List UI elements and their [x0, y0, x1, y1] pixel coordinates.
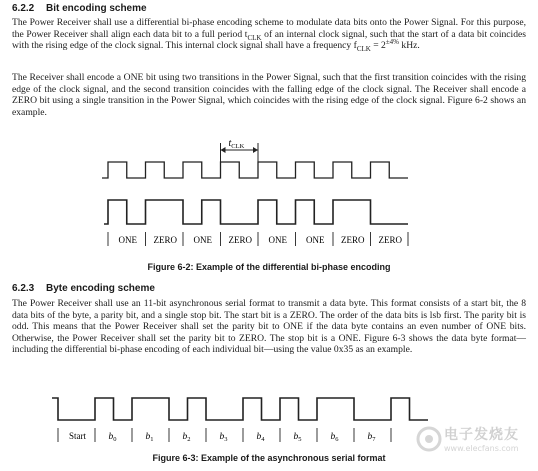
fclk-subscript: CLK [356, 45, 371, 54]
bit-label: $b_4$ [256, 432, 265, 443]
bit-label: $b_3$ [219, 432, 228, 443]
figure-6-2-caption: Figure 6-2: Example of the differential bi-phase encoding [147, 262, 391, 272]
watermark-logo [416, 424, 520, 460]
bit-label: ONE [193, 235, 212, 245]
tclk-subscript: CLK [247, 33, 262, 42]
bit-label: $b_1$ [145, 432, 154, 443]
para-text: = 2 [370, 40, 386, 52]
section-title: Bit encoding scheme [46, 3, 147, 14]
serial-data-signal [52, 398, 428, 420]
section-number: 6.2.2 [12, 3, 35, 14]
bit-label: ZERO [378, 235, 402, 245]
clock-signal [102, 162, 408, 178]
watermark-text: 电子发烧友 [444, 427, 519, 443]
bit-label: ONE [268, 235, 287, 245]
bit-label: ZERO [341, 235, 365, 245]
bit-label: ONE [118, 235, 137, 245]
bit-label: ZERO [228, 235, 252, 245]
bit-label: ZERO [153, 235, 177, 245]
tclk-arrow-right [253, 147, 258, 153]
bit-encoding-paragraph-1 [12, 17, 526, 52]
bit-label: $b_5$ [293, 432, 302, 443]
section-heading-6-2-3 [12, 283, 155, 294]
figure-6-3-caption: Figure 6-3: Example of the asynchronous serial format [152, 453, 386, 463]
bit-encoding-paragraph-2: The Receiver shall encode a ONE bit using two transitions in the Power Signal, such that the first transition coincides with the rising edge of the clock signal, and the second transition coincides with the falling edge of the clock signal. The Receiver shall encode a ZERO bit using a single transition in the Power Signal, which coincides with the rising edge of the clock signal. Figure 6-2 shows an example. [12, 72, 526, 118]
freq-superscript: ±4% [385, 38, 400, 46]
para-text: The Power Receiver shall use a differential bi-phase encoding scheme to modulate data bits onto the Power Signal. For this purpose, the Power Receiver shall align each data bit to a full period t [12, 17, 526, 40]
bit-label: $b_0$ [108, 432, 117, 443]
watermark-icon [416, 426, 442, 452]
encoded-data-signal [104, 200, 408, 224]
tclk-label: $t_{CLK}$ [228, 138, 245, 150]
bit-label: ONE [306, 235, 325, 245]
bit-label: $b_6$ [330, 432, 339, 443]
para-text: of an internal clock signal, such that the start of a data bit coincides with the rising edge of the clock signal. This internal clock signal shall have a frequency f [12, 28, 526, 52]
differential-biphase-figure [0, 136, 538, 254]
bit-label: $b_7$ [367, 432, 376, 443]
watermark-url: www.elecfans.com [444, 444, 519, 453]
section-heading-6-2-2 [12, 3, 147, 14]
bit-label: $b_2$ [182, 432, 191, 443]
para-text: kHz. [399, 40, 420, 52]
bit-label: Start [69, 431, 86, 441]
section-title: Byte encoding scheme [46, 283, 155, 294]
tclk-arrow-left [221, 147, 226, 153]
section-number: 6.2.3 [12, 283, 35, 294]
byte-encoding-paragraph: The Power Receiver shall use an 11-bit asynchronous serial format to transmit a data byte. This format consists of a start bit, the 8 data bits of the byte, a parity bit, and a single stop bit. The start bit is a ZERO. The order of the data bits is lsb first. The parity bit is odd. This means that the Power Receiver shall set the parity bit to ONE if the data byte contains an even number of ONE bits. Otherwise, the Power Receiver shall set the parity bit to ZERO. The stop bit is a ONE. Figure 6-3 shows the data byte format—including the differential bi-phase encoding of each individual bit—using the value 0x35 as an example. [12, 298, 526, 356]
